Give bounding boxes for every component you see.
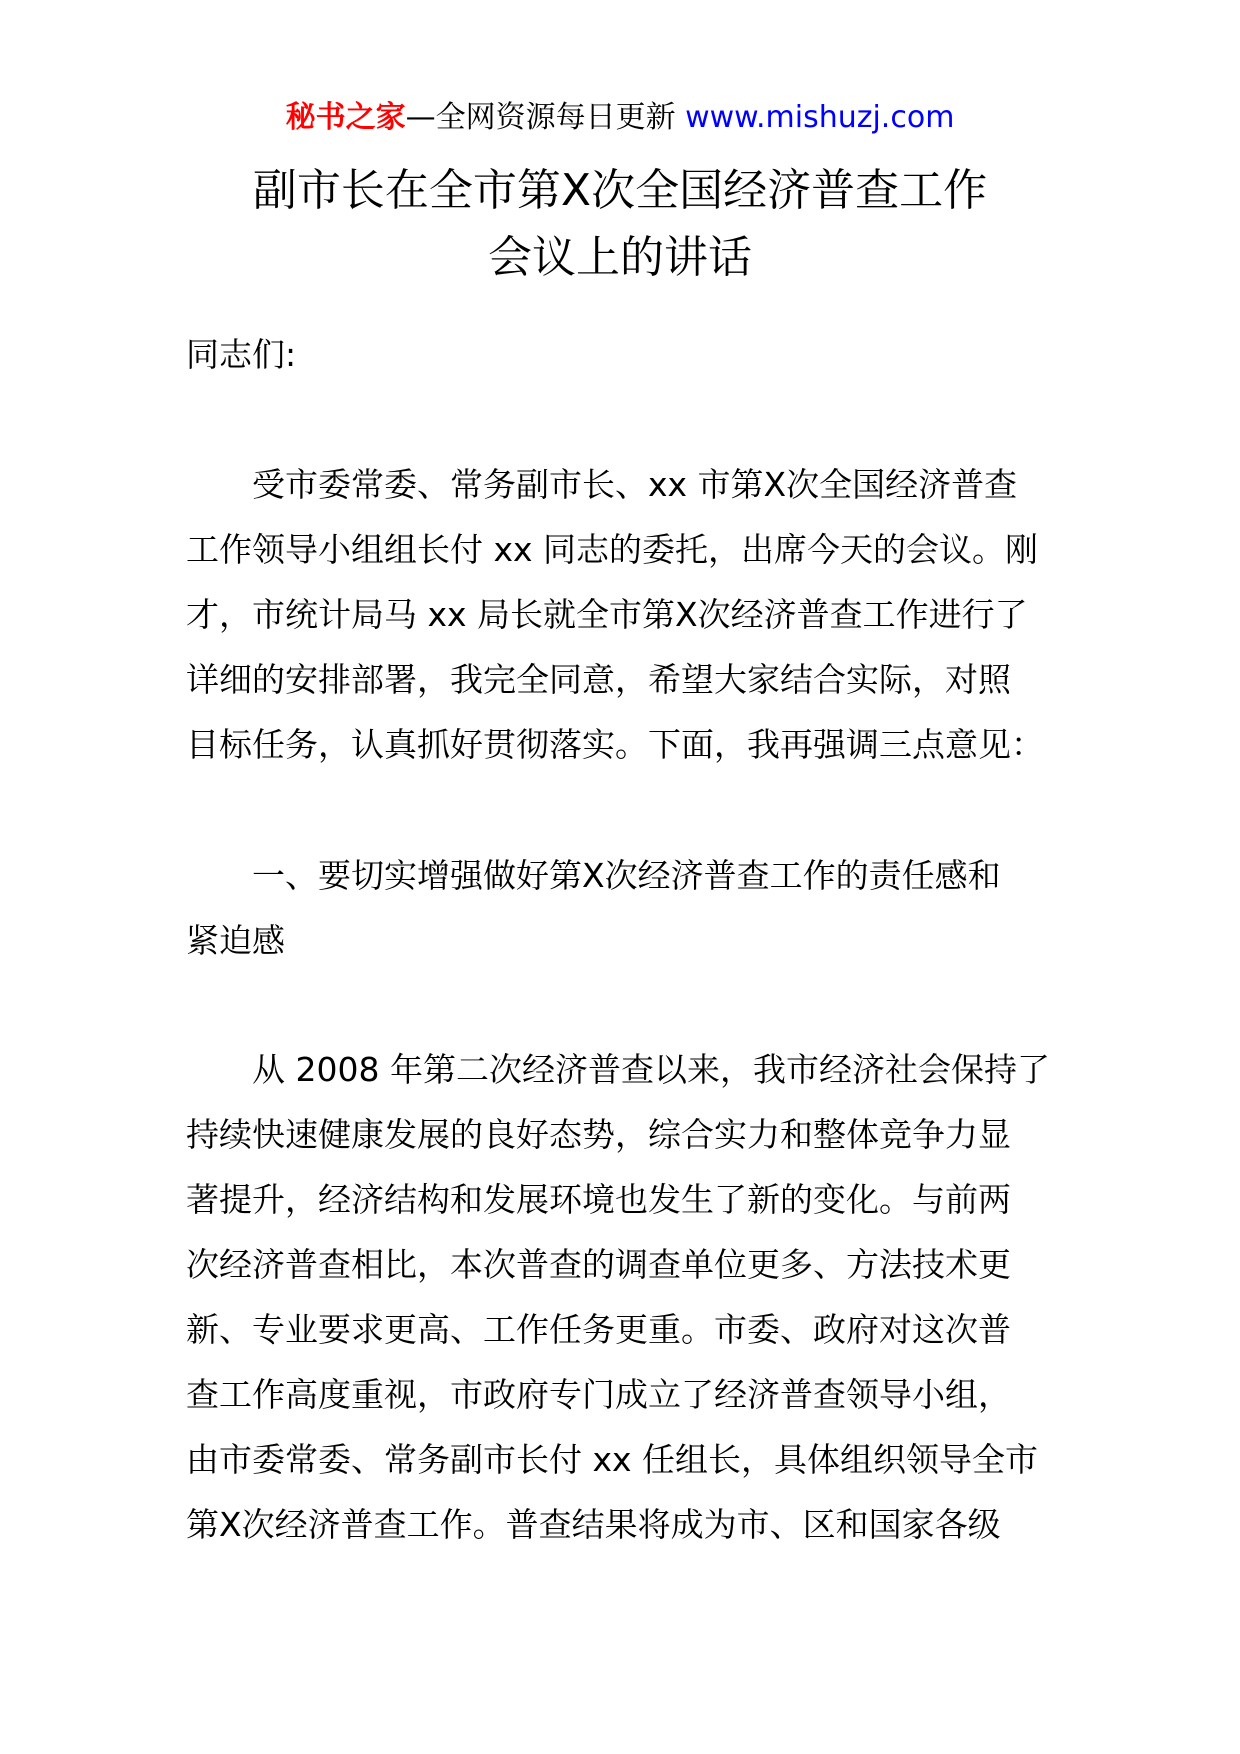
salutation-text: 同志们: xyxy=(186,335,297,374)
section-heading-1 xyxy=(186,843,1066,973)
paragraph-line: 由市委常委、常务副市长付 xx 任组长，具体组织领导全市 xyxy=(186,1440,1039,1479)
site-url-link[interactable]: www.mishuzj.com xyxy=(675,100,955,135)
paragraph-line: 详细的安排部署，我完全同意，希望大家结合实际，对照 xyxy=(186,660,1011,699)
paragraph-2 xyxy=(186,1037,1066,1557)
paragraph-line: 从 2008 年第二次经济普查以来，我市经济社会保持了 xyxy=(252,1050,1050,1089)
header-tagline: —全网资源每日更新 xyxy=(405,100,676,135)
document-title-line-2: 会议上的讲话 xyxy=(488,232,752,283)
paragraph-1 xyxy=(186,452,1066,777)
paragraph-line: 受市委常委、常务副市长、xx 市第Ⅹ次全国经济普查 xyxy=(252,465,1018,504)
document-title-line-1: 副市长在全市第Ⅹ次全国经济普查工作 xyxy=(252,165,988,216)
paragraph-line: 新、专业要求更高、工作任务更重。市委、政府对这次普 xyxy=(186,1310,1011,1349)
heading-line: 一、要切实增强做好第Ⅹ次经济普查工作的责任感和 xyxy=(252,856,1001,895)
paragraph-line: 次经济普查相比，本次普查的调查单位更多、方法技术更 xyxy=(186,1245,1011,1284)
paragraph-line: 工作领导小组组长付 xx 同志的委托，出席今天的会议。刚 xyxy=(186,530,1039,569)
heading-line: 紧迫感 xyxy=(186,921,285,960)
brand-name: 秘书之家 xyxy=(285,100,406,135)
site-header xyxy=(0,98,1240,138)
salutation xyxy=(186,322,1066,387)
paragraph-line: 第Ⅹ次经济普查工作。普查结果将成为市、区和国家各级 xyxy=(186,1505,1001,1544)
paragraph-line: 才，市统计局马 xx 局长就全市第Ⅹ次经济普查工作进行了 xyxy=(186,595,1028,634)
paragraph-line: 持续快速健康发展的良好态势，综合实力和整体竞争力显 xyxy=(186,1115,1011,1154)
paragraph-line: 查工作高度重视，市政府专门成立了经济普查领导小组， xyxy=(186,1375,1011,1414)
paragraph-line: 目标任务，认真抓好贯彻落实。下面，我再强调三点意见： xyxy=(186,725,1044,764)
paragraph-line: 著提升，经济结构和发展环境也发生了新的变化。与前两 xyxy=(186,1180,1011,1219)
